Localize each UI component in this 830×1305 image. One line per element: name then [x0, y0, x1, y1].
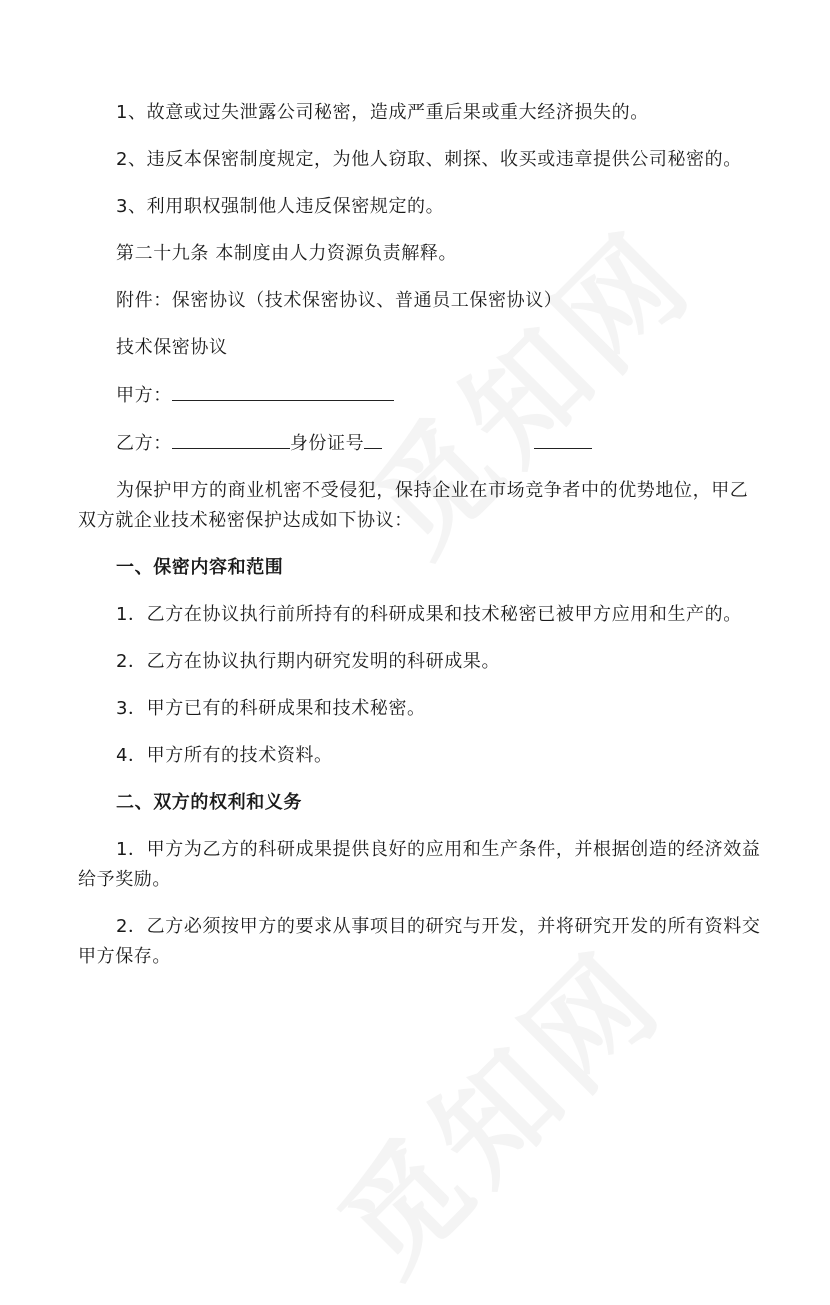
party-b-blank [172, 428, 290, 449]
paragraph: 1、故意或过失泄露公司秘密，造成严重后果或重大经济损失的。 [116, 102, 649, 123]
paragraph: 3、利用职权强制他人违反保密规定的。 [116, 196, 445, 217]
attachment-line: 附件：保密协议（技术保密协议、普通员工保密协议） [116, 290, 563, 311]
list-item: 3．甲方已有的科研成果和技术秘密。 [116, 698, 426, 719]
list-item: 1．甲方为乙方的科研成果提供良好的应用和生产条件，并根据创造的经济效益给予奖励。 [78, 839, 761, 890]
section-1-heading: 一、保密内容和范围 [116, 557, 284, 578]
intro-paragraph: 为保护甲方的商业机密不受侵犯，保持企业在市场竞争者中的优势地位，甲乙双方就企业技术秘密保护达成如下协议： [78, 480, 749, 531]
party-a-label: 甲方： [116, 385, 172, 406]
paragraph: 2、违反本保密制度规定，为他人窃取、刺探、收买或违章提供公司秘密的。 [116, 149, 742, 170]
list-item: 2．乙方必须按甲方的要求从事项目的研究与开发，并将研究开发的所有资料交甲方保存。 [78, 916, 761, 967]
party-a-blank [172, 380, 394, 401]
id-label: 身份证号 [289, 433, 365, 454]
list-item: 4．甲方所有的技术资料。 [116, 745, 333, 766]
document-page [78, 98, 762, 989]
section-2-heading: 二、双方的权利和义务 [116, 792, 302, 813]
party-a-line [78, 380, 762, 411]
list-item: 1．乙方在协议执行前所持有的科研成果和技术秘密已被甲方应用和生产的。 [116, 604, 742, 625]
party-b-label: 乙方： [116, 433, 172, 454]
party-b-line [78, 428, 762, 459]
article-29: 第二十九条 本制度由人力资源负责解释。 [116, 243, 458, 264]
agreement-title: 技术保密协议 [116, 337, 228, 358]
id-blank [364, 428, 382, 449]
id-blank-2 [534, 428, 592, 449]
list-item: 2．乙方在协议执行期内研究发明的科研成果。 [116, 651, 501, 672]
